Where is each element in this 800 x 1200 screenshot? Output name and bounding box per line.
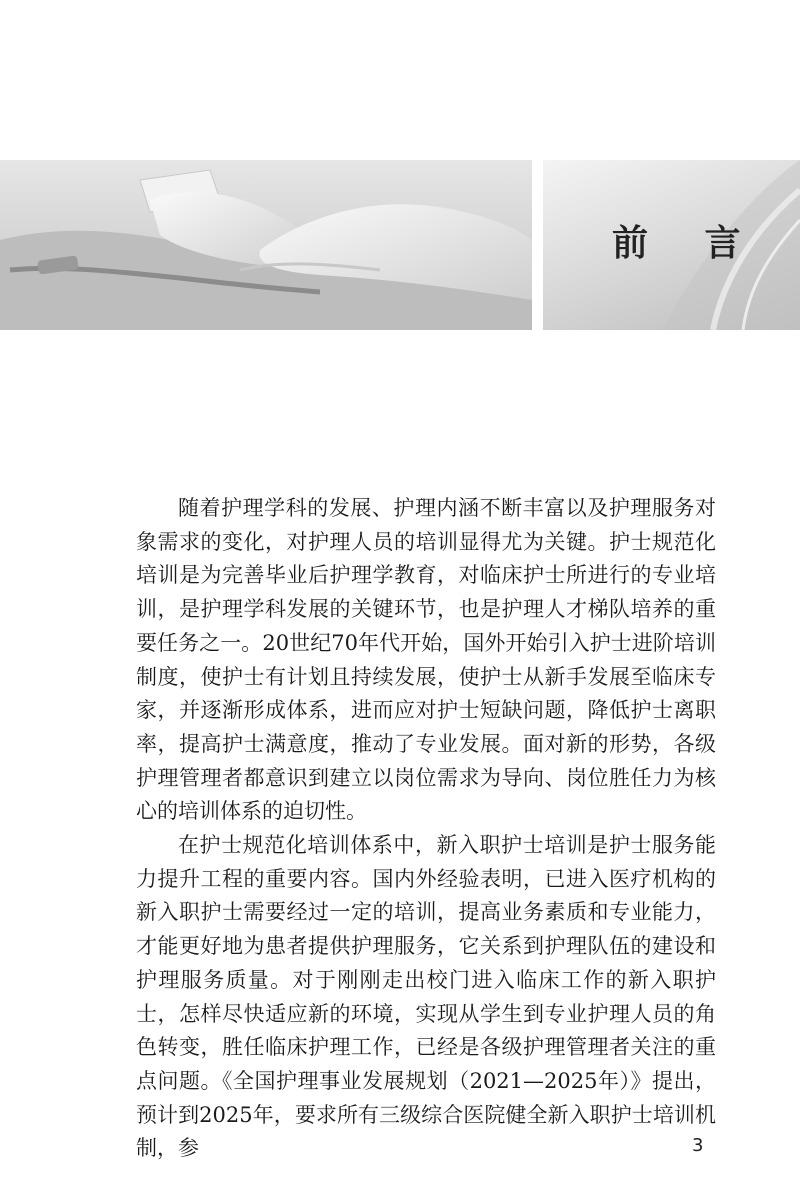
page-title: 前 言 <box>612 223 763 264</box>
paragraph: 在护士规范化培训体系中，新入职护士培训是护士服务能力提升工程的重要内容。国内外经验表明，已进入医疗机构的新入职护士需要经过一定的培训，提高业务素质和专业能力，才能更好地为患者提供护理服务，它关系到护理队伍的建设和护理服务质量。对于刚刚走出校门进入临床工作的新入职护士，怎样尽快适应新的环境，实现从学生到专业护理人员的角色转变，胜任临床护理工作，已经是各级护理管理者关注的重点问题。《全国护理事业发展规划（2021—2025年）》提出，预计到2025年，要求所有三级综合医院健全新入职护士培训机制，参 <box>136 833 716 1161</box>
page-number: 3 <box>692 1135 704 1156</box>
body-text <box>136 492 716 1166</box>
header-photo <box>0 160 532 330</box>
paragraph: 随着护理学科的发展、护理内涵不断丰富以及护理服务对象需求的变化，对护理人员的培训显得尤为关键。护士规范化培训是为完善毕业后护理学教育，对临床护士所进行的专业培训，是护理学科发展的关键环节，也是护理人才梯队培养的重要任务之一。20世纪70年代开始，国外开始引入护士进阶培训制度，使护士有计划且持续发展，使护士从新手发展至临床专家，并逐渐形成体系，进而应对护士短缺问题，降低护士离职率，提高护士满意度，推动了专业发展。面对新的形势，各级护理管理者都意识到建立以岗位需求为导向、岗位胜任力为核心的培训体系的迫切性。 <box>136 496 716 824</box>
gloved-hands-iv-photo <box>0 160 532 330</box>
